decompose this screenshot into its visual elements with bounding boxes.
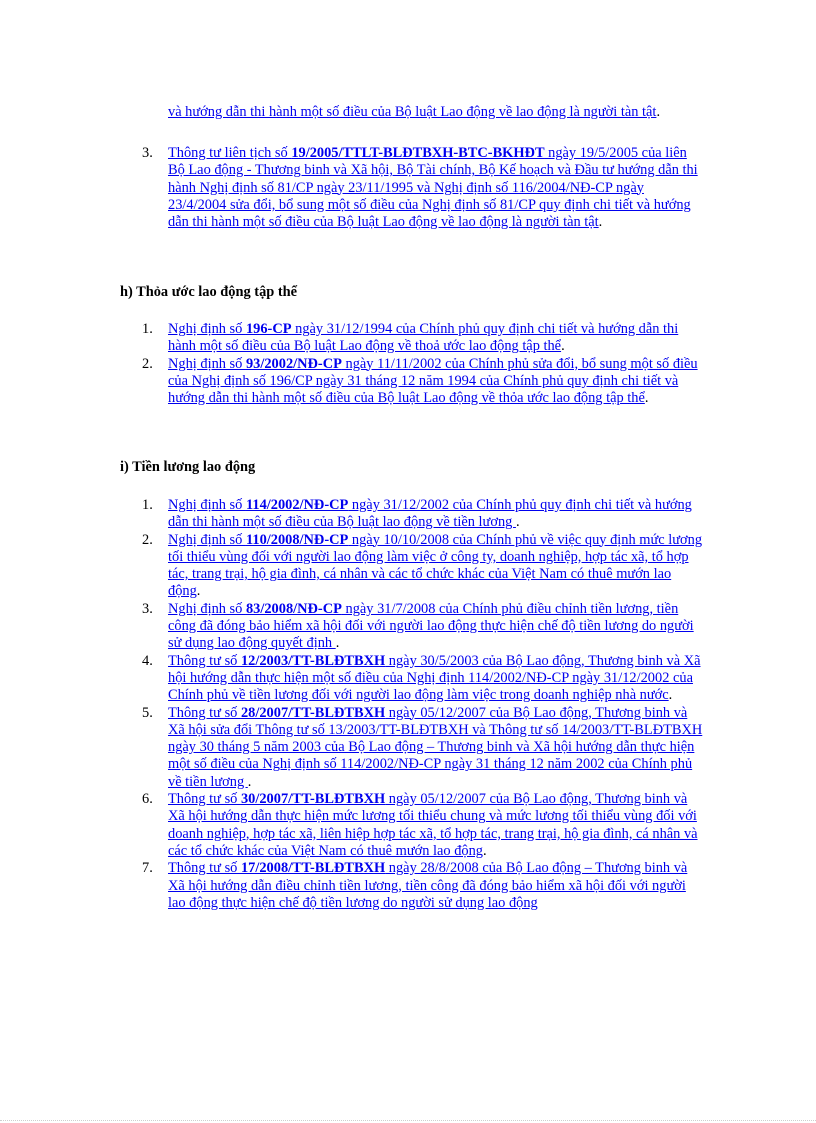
section-heading-i: i) Tiền lương lao động	[120, 459, 256, 475]
regulation-link[interactable]: Thông tư số 28/2007/TT-BLĐTBXH ngày 05/12/2007 của Bộ Lao động, Thương binh và Xã hội sửa đổi Thông tư số 13/2003/TT-BLĐTBXH và Thông tư số 14/2003/TT-BLĐTBXH ngày 30 tháng 5 năm 2003 của Bộ Lao động – Thương binh và Xã hội hướng dẫn thực hiện một số điều của Nghị định số 114/2002/NĐ-CP ngày 31 tháng 12 năm 2002 của Chính phủ về tiền lương	[168, 704, 703, 790]
regulation-list-h	[142, 321, 704, 407]
regulation-link[interactable]: Thông tư số 12/2003/TT-BLĐTBXH ngày 30/5/2003 của Bộ Lao động, Thương binh và Xã hội hướng dẫn thực hiện một số điều của Nghị định 114/2002/NĐ-CP ngày 31/12/2002 của Chính phủ về tiền lương đối với người lao động làm việc trong doanh nghiệp nhà nước	[168, 652, 701, 704]
list-item	[142, 860, 704, 912]
page-bottom-rule	[0, 1120, 816, 1121]
list-item-number: 3.	[142, 145, 153, 161]
regulation-list-g	[142, 145, 704, 231]
list-item: 5. Thông tư số 28/2007/TT-BLĐTBXH ngày 05/12/2007 của Bộ Lao động, Thương binh và Xã hội sửa đổi Thông tư số 13/2003/TT-BLĐTBXH và Thông tư số 14/2003/TT-BLĐTBXH ngày 30 tháng 5 năm 2003 của Bộ Lao động – Thương binh và Xã hội hướng dẫn thực hiện một số điều của Nghị định số 114/2002/NĐ-CP ngày 31 tháng 12 năm 2002 của Chính phủ về tiền lương .	[142, 704, 703, 790]
list-item: 2. Nghị định số 93/2002/NĐ-CP ngày 11/11/2002 của Chính phủ sửa đổi, bổ sung một số điều của Nghị định số 196/CP ngày 31 tháng 12 năm 1994 của Chính phủ quy định chi tiết và hướng dẫn thi hành một số điều của Bộ luật Lao động về thỏa ước lao động tập thể.	[142, 355, 698, 407]
list-item-number: 5.	[142, 704, 153, 721]
list-item: 3. Nghị định số 83/2008/NĐ-CP ngày 31/7/2008 của Chính phủ điều chỉnh tiền lương, tiền công đã đóng bảo hiểm xã hội đối với người lao động thực hiện chế độ tiền lương do người sử dụng lao động quyết định .	[142, 600, 694, 652]
regulation-link[interactable]: Thông tư số 17/2008/TT-BLĐTBXH ngày 28/8/2008 của Bộ Lao động – Thương binh và Xã hội hướng dẫn điều chỉnh tiền lương, tiền công đã đóng bảo hiểm xã hội đối với người lao động thực hiện chế độ tiền lương do người sử dụng lao động	[168, 860, 688, 911]
list-item: 3. Thông tư liên tịch số 19/2005/TTLT-BLĐTBXH-BTC-BKHĐT ngày 19/5/2005 của liên Bộ Lao động - Thương binh và Xã hội, Bộ Tài chính, Bộ Kế hoạch và Đầu tư hướng dẫn thi hành Nghị định số 81/CP ngày 23/11/1995 và Nghị định số 116/2004/NĐ-CP ngày 23/4/2004 sửa đổi, bổ sung một số điều của Nghị định số 81/CP quy định chi tiết và hướng dẫn thi hành một số điều của Bộ luật Lao động về lao động là người tàn tật.	[142, 145, 698, 231]
list-item-number: 2.	[142, 531, 153, 548]
list-item: 1. Nghị định số 114/2002/NĐ-CP ngày 31/12/2002 của Chính phủ quy định chi tiết và hướng dẫn thi hành một số điều của Bộ luật lao động về tiền lương .	[142, 497, 692, 531]
continued-item-link[interactable]: và hướng dẫn thi hành một số điều của Bộ luật Lao động về lao động là người tàn tật	[168, 104, 657, 120]
continued-list-item	[168, 104, 704, 121]
regulation-link[interactable]: Nghị định số 196-CP ngày 31/12/1994 của Chính phủ quy định chi tiết và hướng dẫn thi hành một số điều của Bộ luật Lao động về thoả ước lao động tập thể	[168, 321, 679, 355]
regulation-link[interactable]: Thông tư số 30/2007/TT-BLĐTBXH ngày 05/12/2007 của Bộ Lao động, Thương binh và Xã hội hướng dẫn thực hiện mức lương tối thiểu chung và mức lương tối thiểu vùng đối với doanh nghiệp, hợp tác xã, liên hiệp hợp tác xã, tổ hợp tác, trang trại, hộ gia đình, cá nhân và các tổ chức khác của Việt Nam có thuê mướn lao động	[168, 791, 698, 859]
regulation-list-i	[142, 497, 704, 912]
list-item-number: 4.	[142, 652, 153, 669]
section-heading-h: h) Thỏa ước lao động tập thể	[120, 284, 298, 300]
list-item-number: 1.	[142, 321, 153, 337]
regulation-link[interactable]: Nghị định số 110/2008/NĐ-CP ngày 10/10/2008 của Chính phủ về việc quy định mức lương tối thiểu vùng đối với người lao động làm việc ở công ty, doanh nghiệp, hợp tác xã, tổ hợp tác, trang trại, hộ gia đình, cá nhân và các tổ chức khác của Việt Nam có thuê mướn lao động	[168, 531, 703, 600]
item-end-mark: .	[656, 104, 661, 120]
regulation-link[interactable]: Nghị định số 114/2002/NĐ-CP ngày 31/12/2002 của Chính phủ quy định chi tiết và hướng dẫn thi hành một số điều của Bộ luật lao động về tiền lương	[168, 497, 692, 531]
list-item: 6. Thông tư số 30/2007/TT-BLĐTBXH ngày 05/12/2007 của Bộ Lao động, Thương binh và Xã hội hướng dẫn thực hiện mức lương tối thiểu chung và mức lương tối thiểu vùng đối với doanh nghiệp, hợp tác xã, liên hiệp hợp tác xã, tổ hợp tác, trang trại, hộ gia đình, cá nhân và các tổ chức khác của Việt Nam có thuê mướn lao động.	[142, 791, 698, 859]
list-item: 4. Thông tư số 12/2003/TT-BLĐTBXH ngày 30/5/2003 của Bộ Lao động, Thương binh và Xã hội hướng dẫn thực hiện một số điều của Nghị định 114/2002/NĐ-CP ngày 31/12/2002 của Chính phủ về tiền lương đối với người lao động làm việc trong doanh nghiệp nhà nước.	[142, 652, 701, 704]
list-item-number: 2.	[142, 355, 153, 372]
list-item-number: 7.	[142, 860, 153, 877]
list-item: 2. Nghị định số 110/2008/NĐ-CP ngày 10/10/2008 của Chính phủ về việc quy định mức lương tối thiểu vùng đối với người lao động làm việc ở công ty, doanh nghiệp, hợp tác xã, tổ hợp tác, trang trại, hộ gia đình, cá nhân và các tổ chức khác của Việt Nam có thuê mướn lao động.	[142, 531, 703, 600]
list-item: 1. Nghị định số 196-CP ngày 31/12/1994 của Chính phủ quy định chi tiết và hướng dẫn thi hành một số điều của Bộ luật Lao động về thoả ước lao động tập thể.	[142, 321, 679, 355]
list-item-number: 1.	[142, 497, 153, 513]
list-item-number: 6.	[142, 791, 153, 808]
regulation-link[interactable]: Nghị định số 93/2002/NĐ-CP ngày 11/11/2002 của Chính phủ sửa đổi, bổ sung một số điều của Nghị định số 196/CP ngày 31 tháng 12 năm 1994 của Chính phủ quy định chi tiết và hướng dẫn thi hành một số điều của Bộ luật Lao động về thỏa ước lao động tập thể	[168, 355, 698, 407]
regulation-link[interactable]: Nghị định số 83/2008/NĐ-CP ngày 31/7/2008 của Chính phủ điều chỉnh tiền lương, tiền công đã đóng bảo hiểm xã hội đối với người lao động thực hiện chế độ tiền lương do người sử dụng lao động quyết định	[168, 600, 694, 652]
regulation-link[interactable]: Thông tư liên tịch số 19/2005/TTLT-BLĐTBXH-BTC-BKHĐT ngày 19/5/2005 của liên Bộ Lao động - Thương binh và Xã hội, Bộ Tài chính, Bộ Kế hoạch và Đầu tư hướng dẫn thi hành Nghị định số 81/CP ngày 23/11/1995 và Nghị định số 116/2004/NĐ-CP ngày 23/4/2004 sửa đổi, bổ sung một số điều của Nghị định số 81/CP quy định chi tiết và hướng dẫn thi hành một số điều của Bộ luật Lao động về lao động là người tàn tật	[168, 145, 698, 231]
list-item-number: 3.	[142, 600, 153, 617]
